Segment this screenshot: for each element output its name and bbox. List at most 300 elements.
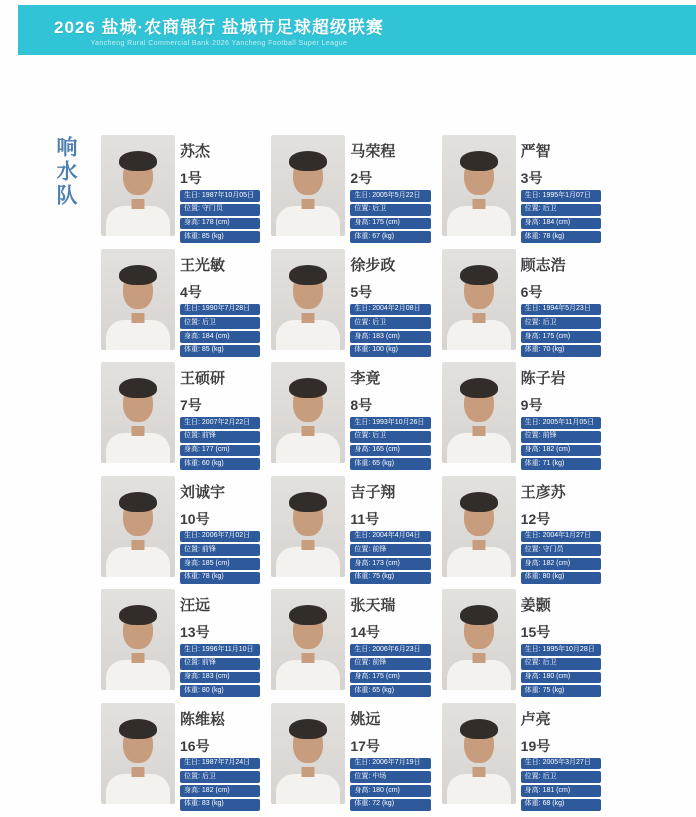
stat-birth-value: 2004年2月08日	[372, 305, 421, 312]
stat-height-value: 175 (cm)	[372, 673, 400, 680]
stat-position-label: 位置:	[524, 205, 541, 213]
stat-weight-value: 68 (kg)	[542, 800, 565, 808]
stat-birth-label: 生日:	[524, 191, 541, 199]
stat-height-label: 身高:	[354, 559, 371, 567]
person-silhouette-body	[106, 774, 170, 804]
stat-weight	[521, 572, 601, 584]
stat-birth-label: 生日:	[354, 305, 371, 312]
stat-height	[180, 785, 260, 797]
player-stats	[180, 415, 260, 470]
player-card	[442, 135, 601, 240]
player-stats	[350, 529, 430, 584]
stat-position-value: 前锋	[372, 659, 387, 667]
player-photo	[271, 703, 345, 804]
stat-position-label: 位置:	[524, 432, 541, 440]
stat-weight-label: 体重:	[354, 686, 371, 694]
stat-position	[350, 204, 430, 216]
stat-position	[521, 544, 601, 556]
stat-weight-label: 体重:	[354, 573, 371, 581]
player-name: 姚远	[350, 710, 381, 728]
stat-weight-value: 80 (kg)	[201, 686, 224, 694]
stat-position-label: 位置:	[184, 318, 200, 326]
player-name: 王彦苏	[520, 483, 566, 501]
stat-position	[350, 317, 430, 329]
person-silhouette-head	[123, 271, 153, 309]
stat-weight	[350, 231, 430, 243]
team-name: 响水队	[54, 136, 77, 208]
person-silhouette-body	[447, 547, 511, 577]
person-silhouette-head	[464, 157, 494, 195]
stat-birth-value: 2007年2月22日	[201, 418, 251, 426]
stat-weight	[350, 572, 430, 584]
stat-birth-value: 2005年11月05日	[542, 418, 595, 426]
stat-birth	[180, 304, 260, 316]
stat-weight-label: 体重:	[524, 346, 541, 354]
stat-height	[521, 558, 601, 570]
stat-height	[350, 785, 430, 797]
player-info	[180, 589, 260, 694]
player-photo	[442, 476, 516, 577]
player-info	[520, 135, 601, 240]
player-number: 14号	[350, 624, 380, 640]
stat-height-value: 182 (cm)	[542, 559, 571, 567]
player-card	[271, 703, 430, 808]
stat-height-label: 身高:	[354, 219, 371, 226]
stat-birth-value: 1996年11月10日	[201, 645, 254, 653]
stat-height-value: 184 (cm)	[201, 332, 230, 340]
stat-position-value: 后卫	[372, 318, 387, 326]
player-number: 4号	[180, 283, 202, 300]
stat-weight	[521, 685, 601, 697]
stat-height-value: 180 (cm)	[542, 673, 571, 680]
player-number: 11号	[350, 510, 380, 527]
stat-birth-label: 生日:	[354, 418, 371, 426]
stat-birth-value: 1995年10月28日	[542, 645, 595, 653]
stat-weight	[521, 345, 601, 357]
person-silhouette-body	[106, 660, 170, 690]
player-name: 吉子翔	[350, 483, 396, 501]
person-silhouette-head	[123, 611, 153, 649]
league-banner	[18, 5, 696, 55]
player-stats	[180, 642, 260, 697]
person-silhouette-head	[464, 384, 494, 422]
person-silhouette-body	[447, 774, 511, 804]
stat-weight-label: 体重:	[524, 686, 541, 694]
stat-height-value: 165 (cm)	[372, 446, 400, 453]
person-silhouette-head	[123, 725, 153, 763]
stat-weight	[350, 799, 430, 811]
player-number: 16号	[180, 737, 210, 754]
stat-height-label: 身高:	[184, 786, 200, 794]
player-name: 汪远	[180, 597, 211, 614]
stat-weight	[350, 458, 430, 470]
stat-position-value: 后卫	[542, 318, 557, 326]
stat-position	[521, 204, 601, 216]
stat-weight-label: 体重:	[184, 459, 200, 467]
stat-position-value: 前锋	[201, 432, 216, 440]
player-photo	[101, 249, 175, 350]
stat-height	[521, 785, 601, 797]
stat-height-label: 身高:	[354, 332, 371, 340]
league-subtitle: Yancheng Rural Commercial Bank·2026 Yancheng Football Super League	[90, 40, 348, 47]
stat-height	[180, 672, 260, 684]
person-silhouette-head	[293, 611, 323, 649]
stat-height	[180, 218, 260, 230]
stat-position-value: 前锋	[201, 659, 216, 667]
stat-position-value: 守门员	[542, 545, 564, 553]
stat-birth-label: 生日:	[354, 532, 371, 539]
stat-height-label: 身高:	[524, 446, 541, 453]
player-stats	[521, 756, 601, 811]
stat-weight-label: 体重:	[184, 573, 200, 581]
stat-position	[180, 544, 260, 556]
player-info	[180, 135, 260, 240]
stat-position-label: 位置:	[184, 772, 200, 780]
person-silhouette-body	[276, 660, 340, 690]
player-number: 6号	[520, 283, 543, 300]
player-name: 陈维崧	[180, 710, 226, 728]
player-number: 13号	[180, 624, 210, 640]
player-name: 张天瑞	[350, 597, 396, 614]
player-photo	[442, 589, 516, 690]
stat-height-value: 180 (cm)	[372, 786, 400, 794]
stat-position-value: 后卫	[372, 432, 387, 440]
stat-weight-value: 85 (kg)	[201, 232, 224, 240]
stat-weight-value: 78 (kg)	[201, 573, 224, 581]
stat-birth-value: 2005年3月27日	[542, 759, 591, 766]
stat-birth-label: 生日:	[354, 191, 371, 199]
person-silhouette-body	[447, 320, 511, 350]
player-photo	[271, 589, 345, 690]
person-silhouette-body	[276, 206, 340, 236]
stat-weight-value: 85 (kg)	[201, 346, 224, 354]
person-silhouette-head	[464, 498, 494, 536]
player-photo	[101, 135, 175, 236]
stat-weight-label: 体重:	[184, 346, 200, 354]
player-info	[350, 589, 430, 694]
stat-position-value: 后卫	[542, 659, 557, 667]
stat-height-label: 身高:	[354, 673, 371, 680]
player-info	[520, 476, 601, 581]
stat-birth-label: 生日:	[354, 759, 371, 766]
stat-position	[350, 544, 430, 556]
stat-position-value: 后卫	[201, 318, 216, 326]
player-number: 8号	[350, 397, 373, 413]
stat-birth	[521, 304, 601, 316]
stat-height-value: 173 (cm)	[372, 559, 400, 567]
player-stats	[521, 642, 601, 697]
stat-height-value: 175 (cm)	[372, 219, 400, 226]
player-stats	[350, 302, 430, 357]
player-photo	[442, 135, 516, 236]
player-name: 王光敏	[180, 256, 226, 274]
stat-weight-value: 67 (kg)	[372, 232, 395, 240]
stat-birth-value: 1995年1月07日	[542, 191, 591, 199]
person-silhouette-head	[293, 384, 323, 422]
stat-position-label: 位置:	[184, 205, 200, 213]
stat-weight-value: 100 (kg)	[372, 346, 398, 354]
player-photo	[101, 703, 175, 804]
stat-position	[180, 317, 260, 329]
player-number: 3号	[520, 170, 543, 186]
stat-birth	[521, 758, 601, 770]
player-stats	[350, 188, 430, 243]
stat-weight-value: 78 (kg)	[542, 232, 565, 240]
stat-weight-value: 72 (kg)	[372, 800, 395, 808]
stat-height	[180, 445, 260, 457]
stat-height	[521, 331, 601, 343]
player-name: 严智	[520, 143, 551, 160]
stat-weight	[180, 458, 260, 470]
stat-position-label: 位置:	[354, 318, 371, 326]
stat-weight-label: 体重:	[524, 232, 541, 240]
player-info	[180, 476, 260, 581]
stat-birth-value: 1993年10月26日	[372, 418, 425, 426]
stat-birth-value: 2005年5月22日	[372, 191, 421, 199]
player-info	[180, 249, 260, 354]
player-name: 苏杰	[180, 143, 211, 160]
stat-position-label: 位置:	[354, 205, 371, 213]
stat-position-value: 后卫	[542, 772, 557, 780]
stat-height-value: 178 (cm)	[201, 219, 230, 226]
player-card	[271, 362, 430, 467]
person-silhouette-head	[464, 271, 494, 309]
person-silhouette-head	[464, 725, 494, 763]
stat-weight-value: 75 (kg)	[372, 573, 395, 581]
player-stats	[521, 188, 601, 243]
stat-weight-label: 体重:	[354, 232, 371, 240]
player-info	[180, 362, 260, 467]
player-card	[271, 589, 430, 694]
player-card	[101, 589, 260, 694]
stat-birth	[180, 531, 260, 543]
stat-birth-label: 生日:	[184, 418, 200, 426]
stat-weight-label: 体重:	[184, 686, 200, 694]
player-number: 2号	[350, 170, 373, 186]
stat-birth-value: 2004年1月27日	[542, 532, 591, 539]
stat-height	[350, 558, 430, 570]
stat-height-value: 175 (cm)	[542, 332, 571, 340]
stat-weight	[180, 685, 260, 697]
stat-position	[180, 658, 260, 670]
player-info	[520, 362, 601, 467]
stat-height-label: 身高:	[524, 559, 541, 567]
stat-height	[521, 218, 601, 230]
person-silhouette-body	[106, 320, 170, 350]
stat-position-value: 前锋	[201, 545, 216, 553]
player-number: 17号	[350, 737, 380, 754]
stat-birth	[521, 417, 601, 429]
stat-weight	[350, 345, 430, 357]
stat-birth	[350, 758, 430, 770]
stat-birth	[521, 531, 601, 543]
stat-weight	[180, 572, 260, 584]
stat-weight-value: 71 (kg)	[542, 459, 565, 467]
stat-height	[350, 445, 430, 457]
stat-position-value: 前锋	[372, 545, 387, 553]
person-silhouette-head	[464, 611, 494, 649]
stat-height-label: 身高:	[524, 219, 541, 226]
stat-weight-value: 65 (kg)	[372, 686, 395, 694]
player-info	[350, 362, 430, 467]
stat-position-label: 位置:	[524, 545, 541, 553]
stat-weight-value: 75 (kg)	[542, 686, 565, 694]
stat-birth-value: 1994年5月23日	[542, 305, 591, 312]
stat-weight	[350, 685, 430, 697]
player-info	[180, 703, 260, 808]
stat-height	[180, 331, 260, 343]
stat-birth-label: 生日:	[524, 305, 541, 312]
stat-height	[180, 558, 260, 570]
stat-birth	[180, 758, 260, 770]
stat-height-label: 身高:	[524, 673, 541, 680]
stat-birth-value: 1987年10月05日	[201, 191, 255, 199]
stat-birth-label: 生日:	[184, 759, 200, 766]
player-number: 1号	[180, 170, 202, 186]
stat-weight	[521, 799, 601, 811]
stat-weight-label: 体重:	[184, 232, 200, 240]
league-title: 2026 盐城·农商银行 盐城市足球超级联赛	[54, 18, 384, 37]
player-number: 15号	[520, 624, 551, 640]
person-silhouette-head	[123, 498, 153, 536]
stat-position-value: 守门员	[201, 205, 223, 213]
stat-position-value: 后卫	[542, 205, 557, 213]
stat-birth	[180, 417, 260, 429]
stat-height-label: 身高:	[184, 332, 200, 340]
player-stats	[521, 302, 601, 357]
player-name: 刘诚宇	[180, 483, 226, 501]
stat-position-value: 后卫	[201, 772, 216, 780]
stat-birth-label: 生日:	[184, 191, 200, 199]
stat-birth-value: 2004年4月04日	[372, 532, 421, 539]
player-photo	[101, 476, 175, 577]
player-info	[520, 703, 601, 808]
stat-weight-value: 70 (kg)	[542, 346, 565, 354]
stat-position	[180, 204, 260, 216]
stat-weight-label: 体重:	[354, 800, 371, 808]
stat-position	[521, 431, 601, 443]
player-stats	[521, 529, 601, 584]
stat-position-label: 位置:	[354, 772, 371, 780]
person-silhouette-head	[293, 271, 323, 309]
player-photo	[442, 249, 516, 350]
stat-birth-label: 生日:	[354, 645, 371, 653]
player-photo	[101, 589, 175, 690]
player-card	[101, 135, 260, 240]
stat-position-label: 位置:	[354, 659, 371, 667]
stat-weight	[521, 231, 601, 243]
person-silhouette-body	[106, 547, 170, 577]
stat-height-value: 183 (cm)	[372, 332, 400, 340]
stat-height	[350, 331, 430, 343]
stat-height	[521, 445, 601, 457]
stat-position-label: 位置:	[354, 432, 371, 440]
stat-birth	[350, 644, 430, 656]
stat-height	[350, 218, 430, 230]
stat-weight-value: 80 (kg)	[542, 573, 565, 581]
player-stats	[350, 415, 430, 470]
player-name: 王硕研	[180, 370, 226, 387]
stat-weight	[521, 458, 601, 470]
stat-height	[350, 672, 430, 684]
stat-birth	[350, 417, 430, 429]
player-photo	[271, 362, 345, 463]
player-name: 卢亮	[520, 710, 551, 728]
player-card	[101, 362, 260, 467]
stat-birth	[180, 190, 260, 202]
stat-birth	[350, 304, 430, 316]
stat-birth-value: 2006年7月19日	[372, 759, 421, 766]
stat-birth-value: 2006年6月23日	[372, 645, 421, 653]
stat-position-value: 前锋	[542, 432, 557, 440]
player-stats	[180, 302, 260, 357]
stat-birth-value: 2006年7月02日	[201, 532, 251, 539]
stat-height-label: 身高:	[354, 446, 371, 453]
player-grid	[101, 135, 601, 808]
league-banner-text	[54, 13, 384, 47]
person-silhouette-body	[276, 547, 340, 577]
stat-birth-label: 生日:	[524, 759, 541, 766]
player-number: 5号	[350, 283, 373, 300]
person-silhouette-body	[276, 433, 340, 463]
stat-birth	[521, 190, 601, 202]
stat-weight-value: 60 (kg)	[201, 459, 224, 467]
player-photo	[442, 362, 516, 463]
player-card	[101, 249, 260, 354]
stat-weight-label: 体重:	[354, 459, 371, 467]
stat-height-value: 184 (cm)	[542, 219, 571, 226]
stat-height-value: 177 (cm)	[201, 446, 230, 453]
player-stats	[521, 415, 601, 470]
person-silhouette-head	[293, 157, 323, 195]
stat-birth-label: 生日:	[184, 532, 200, 539]
stat-position-value: 后卫	[372, 205, 387, 213]
player-name: 徐步政	[350, 256, 396, 274]
stat-position-value: 中场	[372, 772, 387, 780]
stat-height-label: 身高:	[184, 219, 200, 226]
stat-birth-label: 生日:	[184, 305, 200, 312]
stat-position-label: 位置:	[184, 432, 200, 440]
stat-height-value: 181 (cm)	[542, 786, 571, 794]
stat-position-label: 位置:	[524, 772, 541, 780]
player-stats	[350, 756, 430, 811]
player-info	[520, 589, 601, 694]
stat-position-label: 位置:	[184, 659, 200, 667]
stat-birth	[350, 531, 430, 543]
player-name: 李竟	[350, 370, 381, 387]
player-photo	[442, 703, 516, 804]
person-silhouette-head	[123, 384, 153, 422]
player-photo	[271, 135, 345, 236]
player-stats	[180, 756, 260, 811]
stat-height-label: 身高:	[524, 786, 541, 794]
stat-birth-value: 1987年7月24日	[201, 759, 251, 766]
stat-height-value: 185 (cm)	[201, 559, 230, 567]
stat-birth	[350, 190, 430, 202]
person-silhouette-body	[276, 320, 340, 350]
stat-weight	[180, 345, 260, 357]
stat-position-label: 位置:	[184, 545, 200, 553]
player-info	[350, 249, 430, 354]
player-name: 陈子岩	[520, 370, 566, 387]
player-card	[442, 362, 601, 467]
stat-position	[350, 771, 430, 783]
stat-weight-value: 65 (kg)	[372, 459, 395, 467]
stat-position	[180, 431, 260, 443]
stat-position	[180, 771, 260, 783]
stat-height-value: 183 (cm)	[201, 673, 230, 680]
stat-position-label: 位置:	[354, 545, 371, 553]
